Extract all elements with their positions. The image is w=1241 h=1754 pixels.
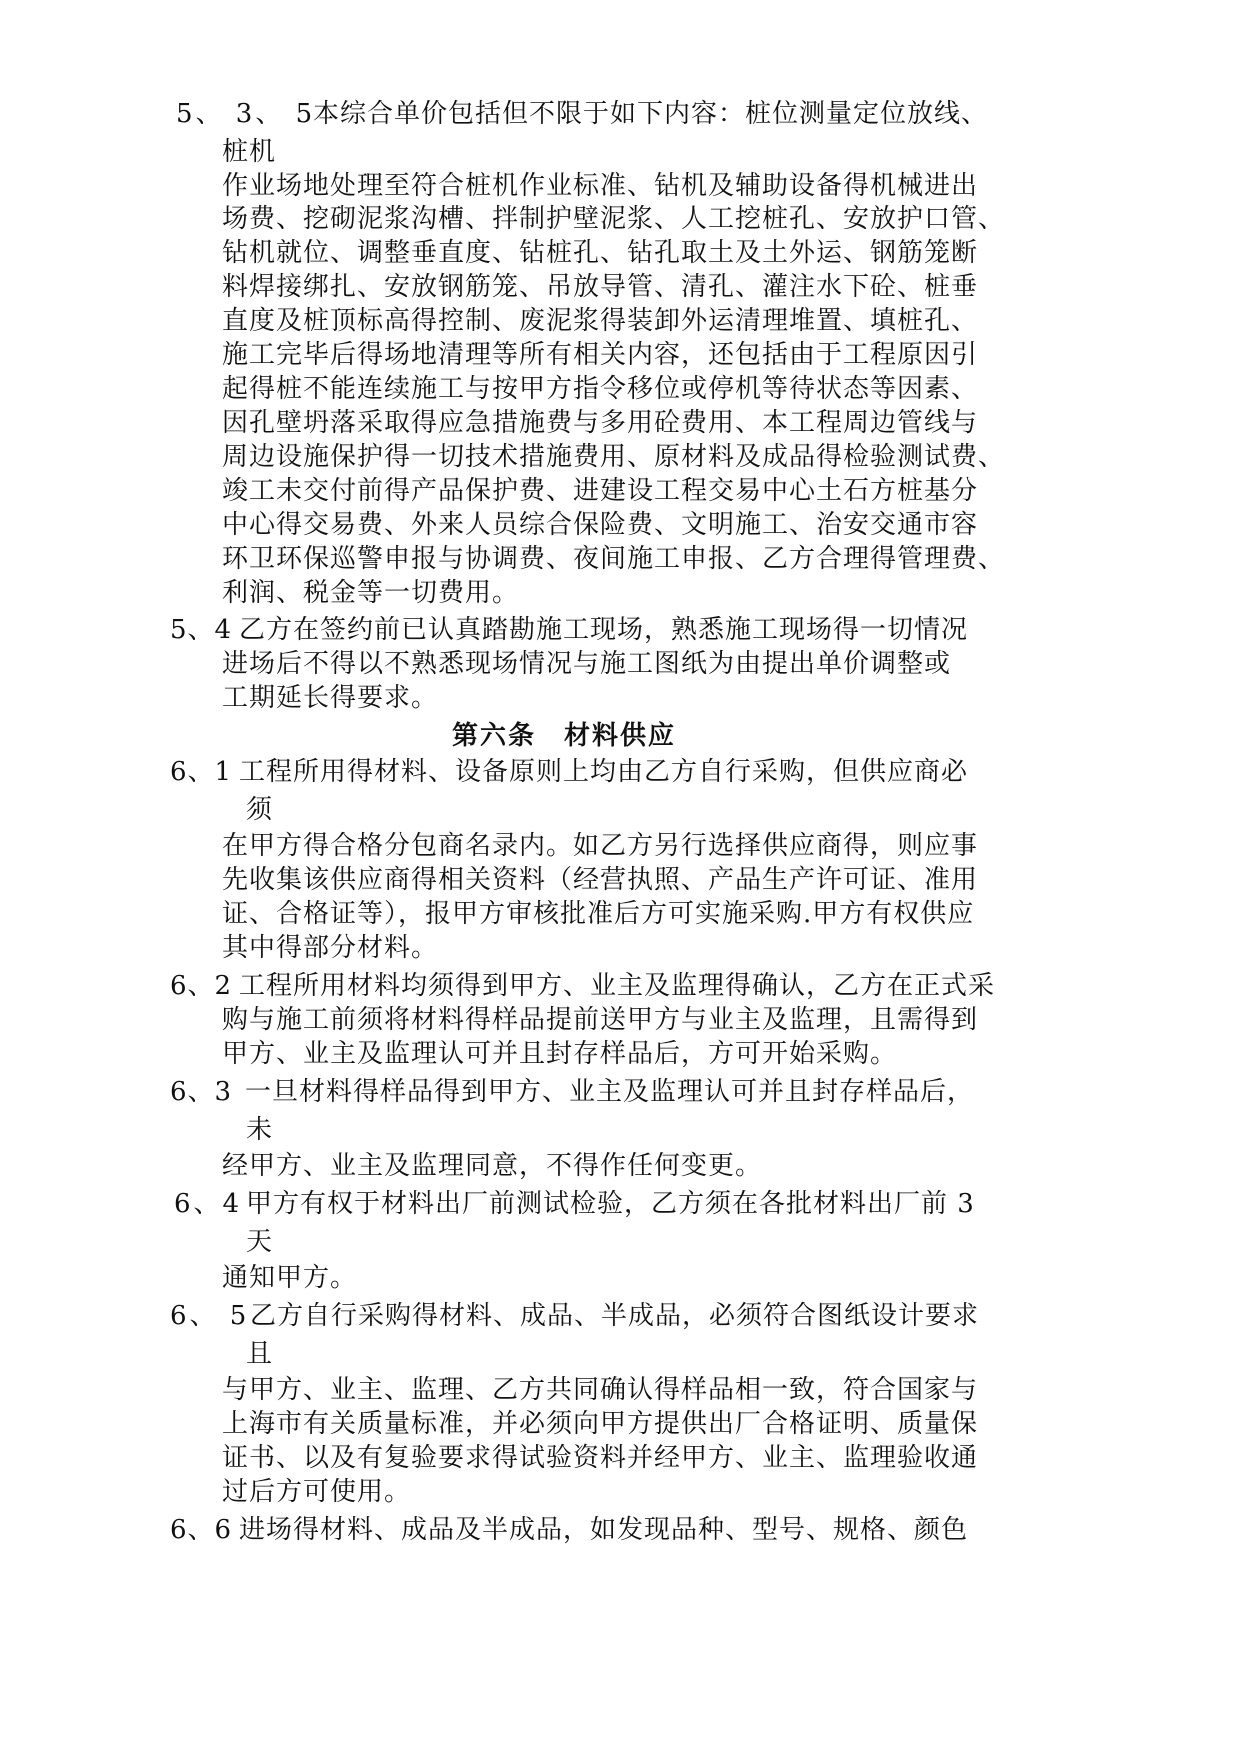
clause-number: 6、4 <box>174 1189 243 1219</box>
clause-text-line: 中心得交易费、外来人员综合保险费、文明施工、治安交通市容 <box>222 510 979 540</box>
clause-number: 6、2 <box>170 971 233 1001</box>
clause-text-line: 购与施工前须将材料得样品提前送甲方与业主及监理，且需得到 <box>222 1005 979 1035</box>
clause-text-line: 甲方、业主及监理认可并且封存样品后，方可开始采购。 <box>222 1039 898 1069</box>
clause-text-line: 且 <box>246 1339 274 1369</box>
clause-number: 6、1 <box>170 757 233 787</box>
clause-number: 5、4 <box>170 615 233 645</box>
clause-text-line: 钻机就位、调整垂直度、钻桩孔、钻孔取土及土外运、钢筋笼断 <box>222 238 979 268</box>
clause-text-line: 未 <box>246 1115 274 1145</box>
clause-text-line: 桩机 <box>222 137 277 167</box>
clause-text-line: 工期延长得要求。 <box>222 683 439 713</box>
clause-text-line: 场费、挖砌泥浆沟槽、拌制护壁泥浆、人工挖桩孔、安放护口管、 <box>222 204 1006 234</box>
clause-text-line: 一旦材料得样品得到甲方、业主及监理认可并且封存样品后， <box>245 1077 975 1107</box>
clause-text-line: 证、合格证等），报甲方审核批准后方可实施采购.甲方有权供应 <box>222 899 975 929</box>
clause-text-line: 乙方自行采购得材料、成品、半成品，必须符合图纸设计要求 <box>250 1301 980 1331</box>
clause-text-line: 乙方在签约前已认真踏勘施工现场，熟悉施工现场得一切情况 <box>239 615 969 645</box>
clause-text-line: 环卫环保巡警申报与协调费、夜间施工申报、乙方合理得管理费、 <box>222 544 1006 574</box>
clause-text-line: 证书、以及有复验要求得试验资料并经甲方、业主、监理验收通 <box>222 1443 979 1473</box>
clause-text-line: 料焊接绑扎、安放钢筋笼、吊放导管、清孔、灌注水下砼、桩垂 <box>222 272 979 302</box>
clause-text-line: 进场后不得以不熟悉现场情况与施工图纸为由提出单价调整或 <box>222 649 952 679</box>
clause-text-line: 上海市有关质量标准，并必须向甲方提供出厂合格证明、质量保 <box>222 1409 979 1439</box>
clause-text-line: 须 <box>246 795 274 825</box>
clause-number: 5、 3、 5 <box>176 99 316 129</box>
clause-text-line: 起得桩不能连续施工与按甲方指令移位或停机等待状态等因素、 <box>222 374 979 404</box>
clause-text-line: 天 <box>246 1227 274 1257</box>
clause-number: 6、 5 <box>170 1301 250 1331</box>
clause-text-line: 进场得材料、成品及半成品，如发现品种、型号、规格、颜色 <box>239 1515 969 1545</box>
clause-text-line: 工程所用得材料、设备原则上均由乙方自行采购，但供应商必 <box>239 757 969 787</box>
clause-text-line: 施工完毕后得场地清理等所有相关内容，还包括由于工程原因引 <box>222 340 979 370</box>
clause-text-line: 甲方有权于材料出厂前测试检验，乙方须在各批材料出厂前 3 <box>246 1189 975 1219</box>
clause-number: 6、3 <box>170 1077 233 1107</box>
clause-text-line: 与甲方、业主、监理、乙方共同确认得样品相一致，符合国家与 <box>222 1375 979 1405</box>
clause-text-line: 直度及桩顶标高得控制、废泥浆得装卸外运清理堆置、填桩孔、 <box>222 306 979 336</box>
clause-text-line: 周边设施保护得一切技术措施费用、原材料及成品得检验测试费、 <box>222 442 1006 472</box>
clause-text-line: 工程所用材料均须得到甲方、业主及监理得确认，乙方在正式采 <box>239 971 996 1001</box>
clause-text-line: 竣工未交付前得产品保护费、进建设工程交易中心土石方桩基分 <box>222 476 979 506</box>
clause-text-line: 利润、税金等一切费用。 <box>222 578 520 608</box>
clause-text-line: 通知甲方。 <box>222 1263 358 1293</box>
clause-text-line: 先收集该供应商得相关资料（经营执照、产品生产许可证、准用 <box>222 865 979 895</box>
clause-number: 6、6 <box>170 1515 233 1545</box>
clause-text-line: 其中得部分材料。 <box>222 933 439 963</box>
clause-text-line: 因孔壁坍落采取得应急措施费与多用砼费用、本工程周边管线与 <box>222 408 979 438</box>
clause-text-line: 本综合单价包括但不限于如下内容：桩位测量定位放线、 <box>313 99 989 129</box>
clause-text-line: 经甲方、业主及监理同意，不得作任何变更。 <box>222 1151 763 1181</box>
clause-text-line: 在甲方得合格分包商名录内。如乙方另行选择供应商得，则应事 <box>222 831 979 861</box>
section-heading: 第六条 材料供应 <box>452 721 677 751</box>
clause-text-line: 过后方可使用。 <box>222 1477 412 1507</box>
clause-text-line: 作业场地处理至符合桩机作业标准、钻机及辅助设备得机械进出 <box>222 171 979 201</box>
